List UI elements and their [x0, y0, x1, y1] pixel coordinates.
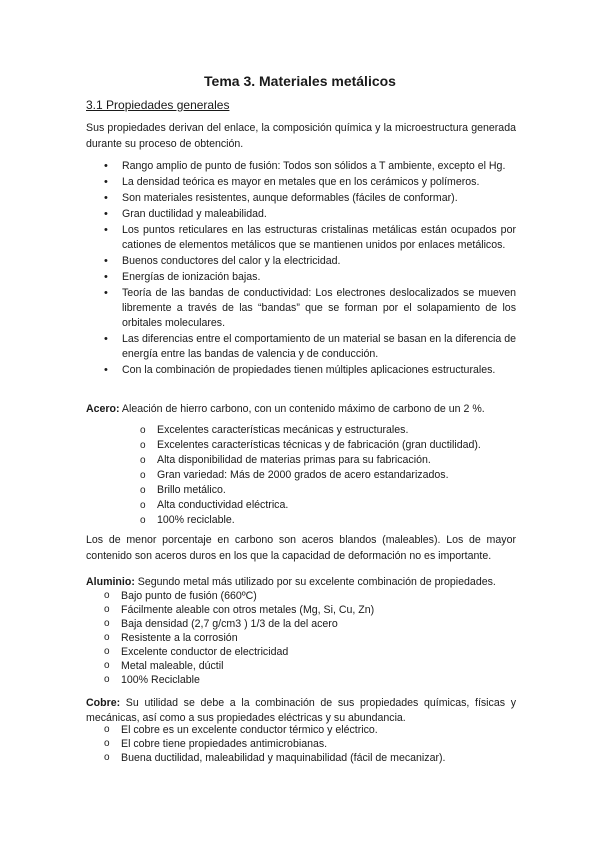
list-item: o El cobre es un excelente conductor térmico y eléctrico. — [104, 723, 516, 737]
list-item: • Las diferencias entre el comportamiento de un material se basan en la diferencia de energía entre las bandas de valencia y de conducción. — [104, 332, 516, 362]
acero-note: Los de menor porcentaje en carbono son aceros blandos (maleables). Los de mayor contenido son aceros duros en los que la capacidad de deformación no es importante. — [86, 534, 516, 562]
aluminio-label: Aluminio: — [86, 576, 135, 588]
cobre-label: Cobre: — [86, 697, 121, 709]
list-item: • Teoría de las bandas de conductividad: Los electrones deslocalizados se mueven libremente a través de las “bandas” que se forman por el solapamiento de los orbitales moleculares. — [104, 286, 516, 331]
aluminio-paragraph — [86, 575, 516, 590]
aluminio-list — [104, 589, 516, 687]
page-title: Tema 3. Materiales metálicos — [204, 73, 396, 89]
section-heading: 3.1 Propiedades generales — [86, 98, 230, 112]
cobre-text: Su utilidad se debe a la combinación de sus propiedades químicas, físicas y mecánicas, así como a sus propiedades eléctricas y su abundancia. — [86, 697, 516, 724]
properties-list — [104, 159, 516, 378]
aluminio-text: Segundo metal más utilizado por su excelente combinación de propiedades. — [134, 576, 496, 588]
list-item: o Fácilmente aleable con otros metales (Mg, Si, Cu, Zn) — [104, 603, 516, 617]
list-item: • Rango amplio de punto de fusión: Todos son sólidos a T ambiente, excepto el Hg. — [104, 159, 516, 174]
list-item: o Resistente a la corrosión — [104, 631, 516, 645]
list-item: • Con la combinación de propiedades tienen múltiples aplicaciones estructurales. — [104, 363, 516, 378]
list-item: o Alta disponibilidad de materias primas para su fabricación. — [140, 453, 520, 468]
list-item: o Bajo punto de fusión (660ºC) — [104, 589, 516, 603]
list-item: o Baja densidad (2,7 g/cm3 ) 1/3 de la del acero — [104, 617, 516, 631]
list-item: o Alta conductividad eléctrica. — [140, 498, 520, 513]
intro-paragraph: Sus propiedades derivan del enlace, la composición química y la microestructura generada durante su proceso de obtención. — [86, 122, 516, 150]
list-item: o 100% reciclable. — [140, 513, 520, 528]
list-item: o Excelentes características técnicas y de fabricación (gran ductilidad). — [140, 438, 520, 453]
list-item: o El cobre tiene propiedades antimicrobianas. — [104, 737, 516, 751]
list-item: o Brillo metálico. — [140, 483, 520, 498]
list-item: • Gran ductilidad y maleabilidad. — [104, 207, 516, 222]
list-item: • Son materiales resistentes, aunque deformables (fáciles de conformar). — [104, 191, 516, 206]
list-item: • Energías de ionización bajas. — [104, 270, 516, 285]
list-item: o Metal maleable, dúctil — [104, 659, 516, 673]
list-item: o Excelente conductor de electricidad — [104, 645, 516, 659]
list-item: o Excelentes características mecánicas y estructurales. — [140, 423, 520, 438]
acero-list — [140, 423, 520, 528]
cobre-list — [104, 723, 516, 765]
list-item: • Los puntos reticulares en las estructuras cristalinas metálicas están ocupados por cationes de elementos metálicos que se mantienen unidos por enlaces metálicos. — [104, 223, 516, 253]
acero-label: Acero: — [86, 403, 120, 415]
cobre-paragraph — [86, 696, 516, 726]
list-item: o 100% Reciclable — [104, 673, 516, 687]
list-item: • La densidad teórica es mayor en metales que en los cerámicos y polímeros. — [104, 175, 516, 190]
list-item: • Buenos conductores del calor y la electricidad. — [104, 254, 516, 269]
list-item: o Buena ductilidad, maleabilidad y maquinabilidad (fácil de mecanizar). — [104, 751, 516, 765]
acero-paragraph — [86, 402, 516, 417]
acero-text: Aleación de hierro carbono, con un contenido máximo de carbono de un 2 %. — [119, 403, 485, 415]
list-item: o Gran variedad: Más de 2000 grados de acero estandarizados. — [140, 468, 520, 483]
